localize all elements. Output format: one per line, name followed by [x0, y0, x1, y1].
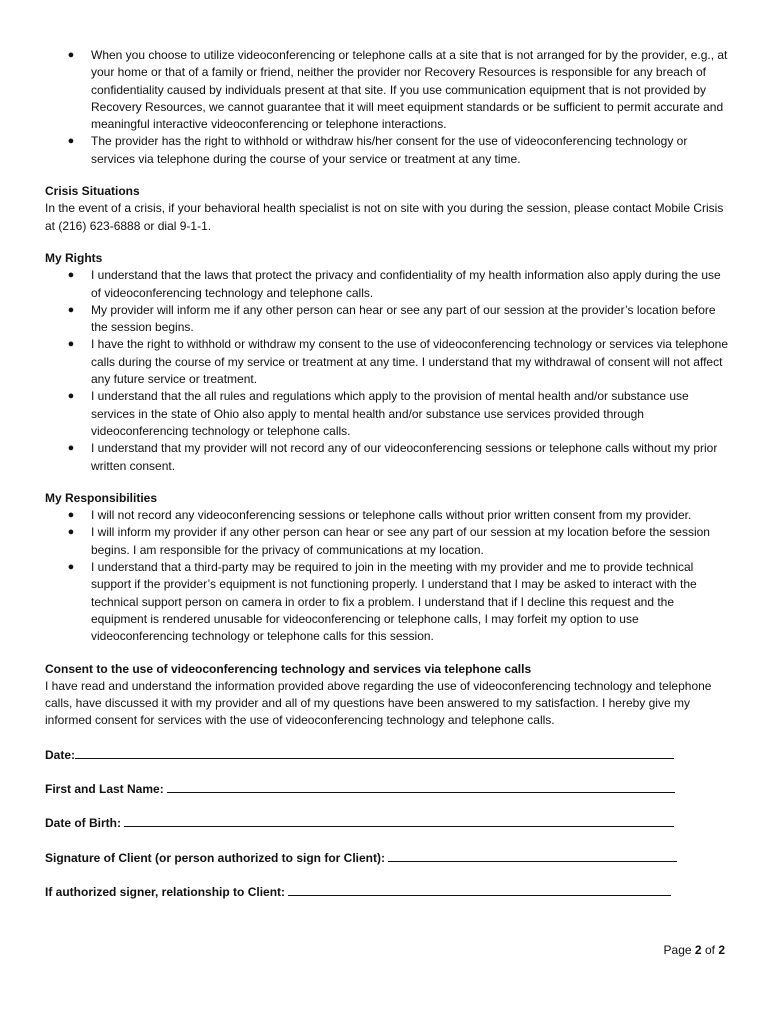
bullet-icon: ●	[67, 561, 75, 574]
name-label: First and Last Name:	[45, 781, 164, 796]
section-heading: Consent to the use of videoconferencing technology and services via telephone calls	[45, 661, 532, 676]
list-item	[45, 507, 731, 524]
bullet-icon: ●	[67, 49, 75, 61]
list-item-text: I will not record any videoconferencing sessions or telephone calls without prior written consent from my provider.	[91, 508, 692, 523]
list-item	[45, 267, 731, 302]
section-heading: My Responsibilities	[45, 490, 158, 505]
consent-text: I have read and understand the information provided above regarding the use of videoconferencing technology and telephone calls, have discussed it with my provider and all of my questions have been answered to my satisfaction. I hereby give my informed consent for services with the use of videoconferencing technology and telephone calls.	[45, 678, 712, 728]
dob-field	[45, 814, 731, 832]
list-item-text: I understand that the all rules and regulations which apply to the provision of mental health and/or substance use services in the state of Ohio also apply to mental health and/or substance use services provided through videoconferencing technology or telephone calls.	[91, 389, 689, 438]
list-item-text: I understand that a third-party may be required to join in the meeting with my provider and me to provide technical support if the provider’s equipment is not functioning properly. I understand that I may be asked to interact with the technical support person on camera in order to fix a problem. I understand that if I decline this request and the equipment is rendered unusable for videoconferencing or telephone calls, I may forfeit my option to use videoconferencing technology or telephone calls for this session.	[91, 560, 697, 644]
rights-section	[45, 250, 731, 475]
bullet-icon: ●	[67, 442, 75, 455]
relationship-field	[45, 883, 731, 901]
list-item	[45, 524, 731, 559]
bullet-icon: ●	[67, 303, 75, 316]
bullet-icon: ●	[67, 526, 75, 539]
date-field	[45, 746, 731, 764]
signature-label: Signature of Client (or person authorized to sign for Client):	[45, 850, 385, 865]
section-heading: Crisis Situations	[45, 184, 140, 199]
relationship-label: If authorized signer, relationship to Client:	[45, 884, 286, 899]
responsibilities-section	[45, 490, 731, 646]
relationship-input-line[interactable]	[288, 883, 671, 896]
list-item	[45, 559, 731, 645]
signature-field	[45, 849, 731, 867]
bullet-icon: ●	[67, 269, 75, 282]
list-item	[45, 440, 731, 475]
list-item	[45, 388, 731, 440]
date-input-line[interactable]	[75, 746, 674, 759]
list-item-text: I have the right to withhold or withdraw my consent to the use of videoconferencing technology or services via telephone calls during the course of my service or treatment at any time. I understand that my withdrawal of consent will not affect any future service or treatment.	[91, 337, 729, 387]
list-item-text: When you choose to utilize videoconferencing or telephone calls at a site that is not arranged for by the provider, e.g., at your home or that of a family or friend, neither the provider nor Recovery Resources is responsible for any breach of confidentiality caused by individuals present at that site. If you use communication equipment that is not provided by Recovery Resources, we cannot guarantee that it will meet equipment standards or be sufficient to permit accurate and meaningful interactive videoconferencing or telephone interactions.	[91, 48, 728, 132]
crisis-text: In the event of a crisis, if your behavioral health specialist is not on site with you during the session, please contact Mobile Crisis at (216) 623-6888 or dial 9-1-1.	[45, 201, 724, 233]
rights-list	[45, 267, 731, 475]
list-item-text: I understand that the laws that protect the privacy and confidentiality of my health information also apply during the use of videoconferencing technology and telephone calls.	[91, 268, 721, 300]
list-item	[45, 133, 731, 168]
total-pages: 2	[718, 943, 725, 957]
section-heading: My Rights	[45, 250, 103, 265]
bullet-icon: ●	[67, 509, 75, 522]
list-item-text: My provider will inform me if any other person can hear or see any part of our session at the provider’s location before the session begins.	[91, 302, 716, 335]
responsibilities-list	[45, 507, 731, 645]
list-item-text: I understand that my provider will not record any of our videoconferencing sessions or telephone calls without my prior written consent.	[91, 441, 718, 473]
page-number	[664, 942, 725, 959]
signature-input-line[interactable]	[388, 849, 677, 862]
intro-bullet-list	[45, 47, 731, 168]
name-field	[45, 780, 731, 798]
bullet-icon: ●	[67, 390, 75, 403]
dob-input-line[interactable]	[124, 814, 674, 827]
dob-label: Date of Birth:	[45, 816, 121, 831]
name-input-line[interactable]	[167, 780, 675, 793]
list-item	[45, 302, 731, 337]
page-word: Page	[663, 943, 692, 957]
list-item	[45, 47, 731, 133]
of-word: of	[704, 943, 715, 957]
list-item-text: The provider has the right to withhold or withdraw his/her consent for the use of videoconferencing technology or services via telephone during the course of your service or treatment at any time.	[91, 134, 688, 166]
consent-section	[45, 661, 731, 730]
bullet-icon: ●	[67, 135, 75, 148]
crisis-section	[45, 183, 731, 235]
list-item-text: I will inform my provider if any other person can hear or see any part of our session at my location before the session begins. I am responsible for the privacy of communications at my location.	[91, 525, 710, 557]
bullet-icon: ●	[67, 338, 75, 351]
signature-fields	[45, 746, 731, 901]
list-item	[45, 336, 731, 388]
document-page	[45, 47, 731, 917]
date-label: Date:	[45, 747, 76, 762]
current-page: 2	[694, 943, 702, 957]
